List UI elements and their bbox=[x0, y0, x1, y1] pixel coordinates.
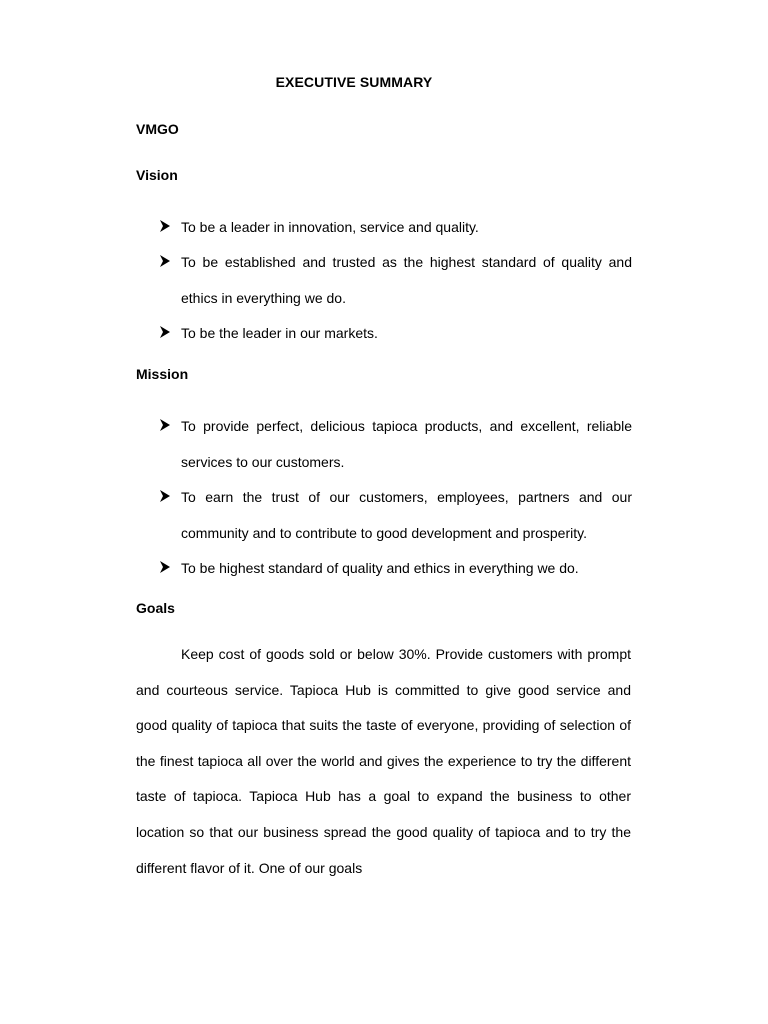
mission-list-item bbox=[158, 479, 632, 551]
mission-list-item bbox=[158, 408, 632, 480]
arrowhead-bullet-icon bbox=[158, 254, 172, 268]
vision-item-text: To be established and trusted as the highest standard of quality and ethics in everything we do. bbox=[181, 254, 632, 306]
mission-item-text: To be highest standard of quality and ethics in everything we do. bbox=[181, 560, 579, 576]
vision-item-text: To be a leader in innovation, service and quality. bbox=[181, 219, 479, 235]
mission-list-item bbox=[158, 550, 632, 586]
vision-list-item bbox=[158, 209, 632, 245]
arrowhead-bullet-icon bbox=[158, 560, 172, 574]
section-heading-vmgo: VMGO bbox=[136, 121, 179, 137]
section-heading-vision: Vision bbox=[136, 167, 178, 183]
arrowhead-bullet-icon bbox=[158, 325, 172, 339]
vision-list bbox=[158, 210, 632, 351]
arrowhead-bullet-icon bbox=[158, 219, 172, 233]
mission-item-text: To provide perfect, delicious tapioca products, and excellent, reliable services to our customers. bbox=[181, 418, 632, 470]
page-title: EXECUTIVE SUMMARY bbox=[275, 74, 433, 90]
arrowhead-bullet-icon bbox=[158, 418, 172, 432]
mission-item-text: To earn the trust of our customers, employees, partners and our community and to contribute to good development and prosperity. bbox=[181, 489, 632, 541]
section-heading-mission: Mission bbox=[136, 366, 189, 382]
section-heading-goals: Goals bbox=[136, 600, 175, 616]
vision-list-item bbox=[158, 244, 632, 316]
vision-list-item bbox=[158, 315, 632, 351]
arrowhead-bullet-icon bbox=[158, 489, 172, 503]
goals-paragraph: Keep cost of goods sold or below 30%. Provide customers with prompt and courteous service. Tapioca Hub is committed to give good service and good quality of tapioca that suits the taste of everyone, providing of selection of the finest tapioca all over the world and gives the experience to try the different taste of tapioca. Tapioca Hub has a goal to expand the business to other location so that our business spread the good quality of tapioca and to try the different flavor of it. One of our goals bbox=[136, 646, 631, 876]
mission-list bbox=[158, 409, 632, 586]
vision-item-text: To be the leader in our markets. bbox=[181, 325, 378, 341]
